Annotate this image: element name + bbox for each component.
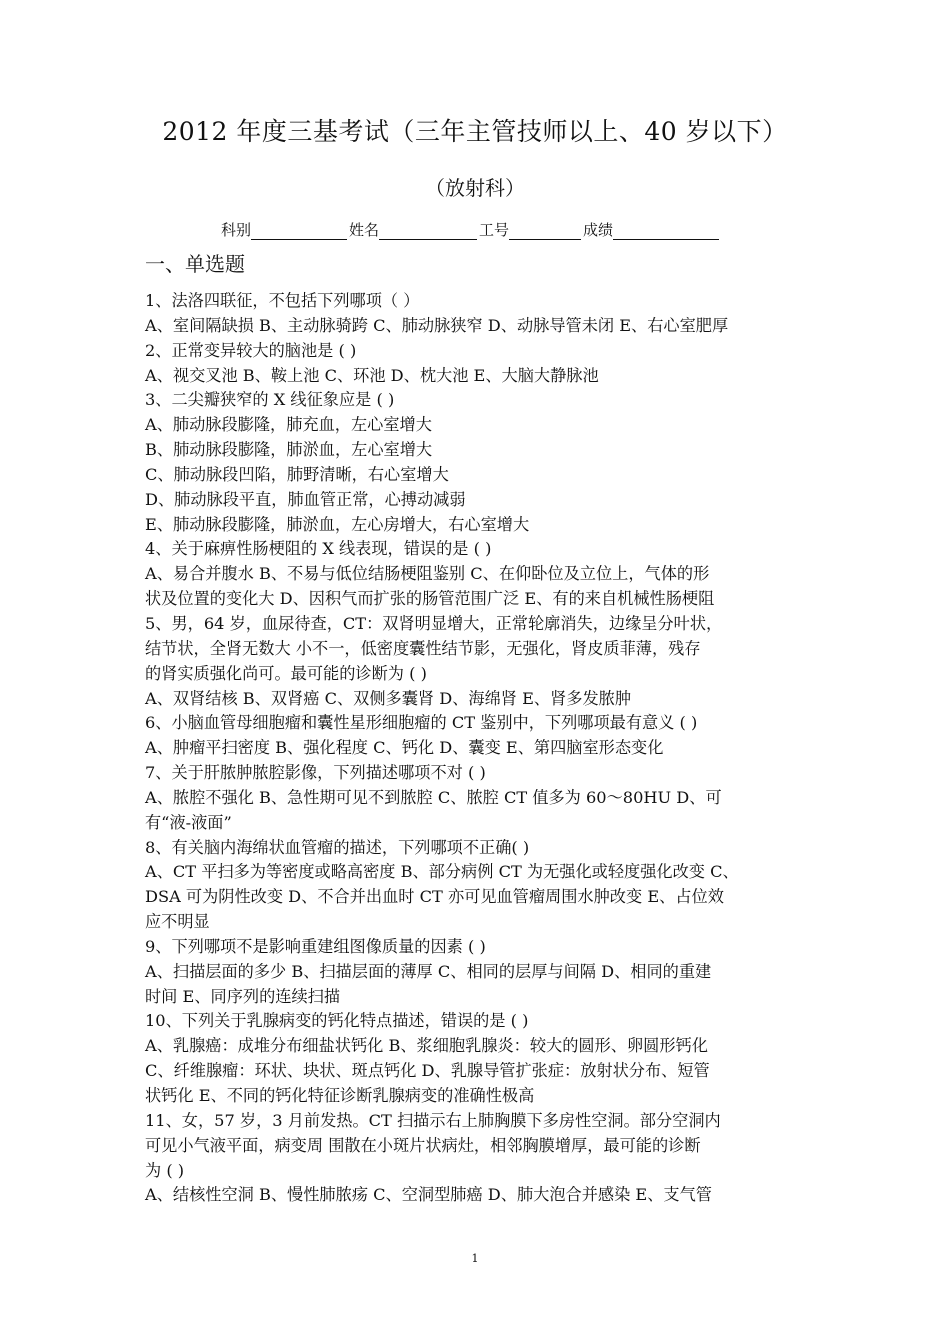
text-line: 10、下列关于乳腺病变的钙化特点描述，错误的是 ( ) [145, 1011, 529, 1031]
document-title: 2012 年度三基考试（三年主管技师以上、40 岁以下） [162, 117, 788, 146]
text-line: A、扫描层面的多少 B、扫描层面的薄厚 C、相同的层厚与间隔 D、相同的重建 [145, 961, 712, 981]
text-line: A、肺动脉段膨隆，肺充血，左心室增大 [145, 415, 432, 435]
text-line: 2、正常变异较大的脑池是 ( ) [145, 340, 357, 360]
text-line: 应不明显 [145, 912, 210, 932]
department-blank[interactable] [251, 223, 347, 240]
info-fields [221, 219, 721, 240]
name-blank[interactable] [379, 223, 477, 240]
text-line: 结节状，全肾无数大 小不一，低密度囊性结节影，无强化，肾皮质菲薄，残存 [145, 638, 701, 658]
document-subtitle: （放射科） [425, 176, 525, 200]
text-line: B、肺动脉段膨隆，肺淤血，左心室增大 [145, 440, 433, 460]
field-label-id: 工号 [479, 221, 510, 239]
text-line: A、脓腔不强化 B、急性期可见不到脓腔 C、脓腔 CT 值多为 60～80HU D、可 [145, 787, 722, 807]
field-label-name: 姓名 [349, 221, 380, 239]
text-line: A、双肾结核 B、双肾癌 C、双侧多囊肾 D、海绵肾 E、肾多发脓肿 [145, 688, 632, 708]
text-line: 的肾实质强化尚可。最可能的诊断为 ( ) [145, 663, 427, 683]
text-line: A、室间隔缺损 B、主动脉骑跨 C、肺动脉狭窄 D、动脉导管未闭 E、右心室肥厚 [145, 315, 729, 335]
page-number: 1 [471, 1252, 479, 1265]
employee-id-blank[interactable] [509, 223, 581, 240]
text-line: C、纤维腺瘤：环状、块状、斑点钙化 D、乳腺导管扩张症：放射状分布、短管 [145, 1061, 710, 1081]
text-line: A、肿瘤平扫密度 B、强化程度 C、钙化 D、囊变 E、第四脑室形态变化 [145, 738, 664, 758]
score-blank[interactable] [613, 223, 719, 240]
text-line: 4、关于麻痹性肠梗阻的 X 线表现，错误的是 ( ) [145, 539, 492, 559]
text-line: 11、女，57 岁，3 月前发热。CT 扫描示右上肺胸膜下多房性空洞。部分空洞内 [145, 1110, 721, 1130]
text-line: 为 ( ) [145, 1160, 185, 1180]
text-line: A、易合并腹水 B、不易与低位结肠梗阻鉴别 C、在仰卧位及立位上，气体的形 [145, 564, 710, 584]
text-line: E、肺动脉段膨隆，肺淤血，左心房增大，右心室增大 [145, 514, 530, 534]
text-line: 有“液-液面” [145, 812, 232, 832]
text-line: 状钙化 E、不同的钙化特征诊断乳腺病变的准确性极高 [145, 1086, 535, 1105]
text-line: D、肺动脉段平直，肺血管正常，心搏动减弱 [145, 489, 466, 509]
text-line: 5、男，64 岁，血尿待查，CT：双肾明显增大，正常轮廓消失，边缘呈分叶状， [145, 613, 723, 633]
text-line: DSA 可为阴性改变 D、不合并出血时 CT 亦可见血管瘤周围水肿改变 E、占位效 [145, 887, 724, 907]
text-line: 6、小脑血管母细胞瘤和囊性星形细胞瘤的 CT 鉴别中，下列哪项最有意义 ( ) [145, 713, 698, 733]
text-line: A、视交叉池 B、鞍上池 C、环池 D、枕大池 E、大脑大静脉池 [145, 365, 599, 385]
text-line: A、乳腺癌：成堆分布细盐状钙化 B、浆细胞乳腺炎：较大的圆形、卵圆形钙化 [145, 1036, 708, 1056]
text-line: 8、有关脑内海绵状血管瘤的描述，下列哪项不正确( ) [145, 837, 530, 857]
question-list [145, 289, 809, 1208]
text-line: 时间 E、同序列的连续扫描 [145, 986, 341, 1006]
field-label-department: 科别 [221, 221, 252, 239]
field-label-score: 成绩 [583, 221, 614, 239]
text-line: C、肺动脉段凹陷，肺野清晰，右心室增大 [145, 464, 449, 484]
text-line: 9、下列哪项不是影响重建组图像质量的因素 ( ) [145, 936, 486, 956]
text-line: 可见小气液平面，病变周 围散在小斑片状病灶，相邻胸膜增厚，最可能的诊断 [145, 1135, 701, 1155]
text-line: 3、二尖瓣狭窄的 X 线征象应是 ( ) [145, 390, 395, 410]
text-line: 状及位置的变化大 D、因积气而扩张的肠管范围广泛 E、有的来自机械性肠梗阻 [145, 589, 715, 609]
text-line: 7、关于肝脓肿脓腔影像，下列描述哪项不对 ( ) [145, 763, 486, 783]
text-line: 1、法洛四联征，不包括下列哪项（ ） [145, 291, 420, 310]
section-heading: 一、单选题 [145, 252, 245, 276]
text-line: A、结核性空洞 B、慢性肺脓疡 C、空洞型肺癌 D、肺大泡合并感染 E、支气管 [145, 1185, 712, 1205]
text-line: A、CT 平扫多为等密度或略高密度 B、部分病例 CT 为无强化或轻度强化改变 C、 [145, 862, 739, 882]
